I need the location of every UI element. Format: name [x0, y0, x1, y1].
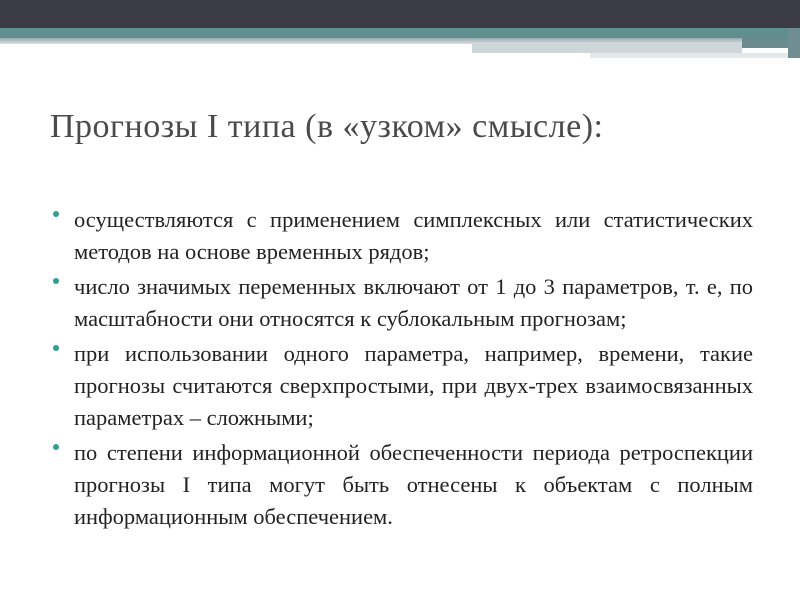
bullet-item-3	[53, 338, 753, 434]
slide-title: Прогнозы I типа (в «узком» смысле):	[50, 108, 604, 145]
bullet-text-2: число значимых переменных включают от 1 до 3 параметров, т. е, по масштабности они относятся к сублокальным прогнозам;	[74, 274, 753, 331]
bullet-item-2	[53, 271, 753, 335]
bullet-item-4	[53, 437, 753, 533]
bullet-text-4: по степени информационной обеспеченности периода ретроспекции прогнозы I типа могут быть отнесены к объектам с полным информационным обеспечением.	[74, 440, 753, 529]
header-band	[0, 0, 800, 28]
bullet-text-3: при использовании одного параметра, например, времени, такие прогнозы считаются сверхпростыми, при двух-трех взаимосвязанных параметрах – сложными;	[74, 341, 753, 430]
dot-icon	[53, 345, 59, 351]
bullet-list	[53, 204, 753, 536]
decor-bar-dark	[742, 38, 788, 48]
dot-icon	[53, 444, 59, 450]
decor-bar-grey	[472, 44, 742, 53]
dot-icon	[53, 211, 59, 217]
bullet-text-1: осуществляются с применением симплексных или статистических методов на основе временных рядов;	[74, 207, 753, 264]
decor-bar-light	[590, 53, 788, 58]
bullet-item-1	[53, 204, 753, 268]
header-accent-band	[0, 28, 800, 38]
dot-icon	[53, 278, 59, 284]
decor-bar-right	[788, 28, 800, 58]
